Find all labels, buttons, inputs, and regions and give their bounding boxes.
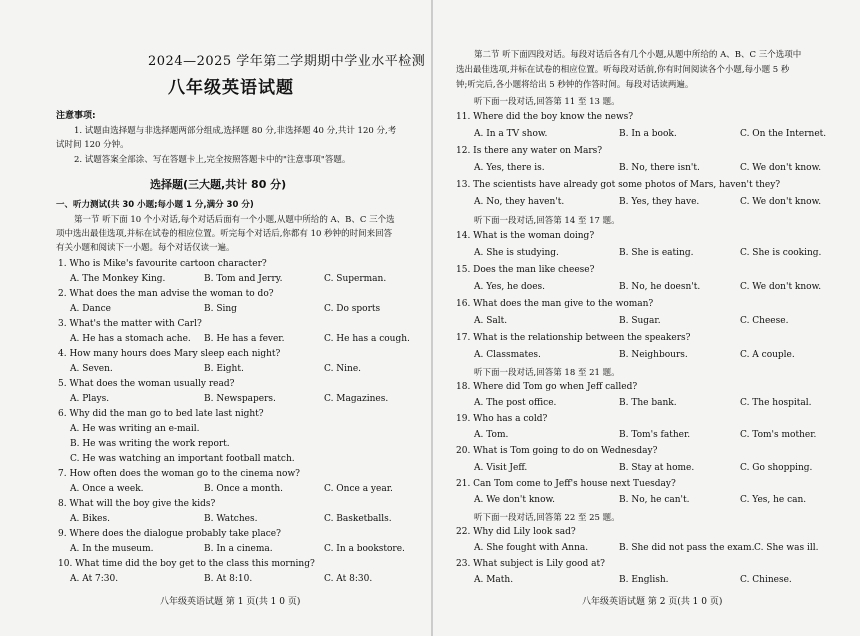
- part1-intro-b: 项中选出最佳选项,并标在试卷的相应位置。听完每个对话后,你都有 10 秒钟的时间来回答: [56, 229, 393, 239]
- option-b: B. Tom and Jerry.: [204, 274, 283, 284]
- part1-intro-c: 有关小题和阅读下一小题。每个对话仅读一遍。: [56, 243, 235, 253]
- option-a: A. Visit Jeff.: [474, 463, 528, 473]
- option-a: A. Classmates.: [474, 350, 541, 360]
- option-b: B. He has a fever.: [204, 334, 285, 344]
- option-a: A. The post office.: [474, 398, 557, 408]
- option-a: A. She fought with Anna.: [474, 543, 589, 553]
- option-c: C. Cheese.: [740, 316, 789, 326]
- option-a: A. He has a stomach ache.: [70, 334, 191, 344]
- question-text: 10. What time did the boy get to the class this morning?: [58, 559, 315, 569]
- option-b: B. At 8:10.: [204, 574, 253, 584]
- option-b: B. He was writing the work report.: [70, 439, 230, 449]
- option-a: A. Bikes.: [70, 514, 110, 524]
- notice-heading: 注意事项:: [56, 111, 96, 121]
- question-text: 23. What subject is Lily good at?: [456, 559, 605, 569]
- exam-page-2: [434, 0, 860, 636]
- question-text: 1. Who is Mike's favourite cartoon character?: [58, 259, 267, 269]
- option-b: B. Sugar.: [619, 316, 661, 326]
- question-text: 9. Where does the dialogue probably take place?: [58, 529, 281, 539]
- option-b: B. In a book.: [619, 129, 677, 139]
- page-fold: [431, 0, 433, 636]
- option-a: A. He was writing an e-mail.: [70, 424, 200, 434]
- option-c: C. Nine.: [324, 364, 362, 374]
- section-title: 选择题(三大题,共计 80 分): [150, 178, 287, 191]
- question-text: 20. What is Tom going to do on Wednesday?: [456, 446, 658, 456]
- option-b: B. Newspapers.: [204, 394, 276, 404]
- option-c: C. On the Internet.: [740, 129, 827, 139]
- option-c: C. The hospital.: [740, 398, 812, 408]
- option-b: B. No, there isn't.: [619, 163, 700, 173]
- notice-line-1b: 试时间 120 分钟。: [56, 140, 129, 150]
- option-b: B. English.: [619, 575, 669, 585]
- exam-title: 2024—2025 学年第二学期期中学业水平检测: [148, 54, 426, 69]
- question-text: 2. What does the man advise the woman to do?: [58, 289, 274, 299]
- option-b: B. Eight.: [204, 364, 244, 374]
- option-c: C. He has a cough.: [324, 334, 410, 344]
- segment-heading: 听下面一段对话,回答第 18 至 21 题。: [474, 368, 620, 378]
- notice-line-2: 2. 试题答案全部涂、写在答题卡上,完全按照答题卡中的"注意事项"答题。: [74, 155, 351, 165]
- part1-intro-a: 第一节 听下面 10 个小对话,每个对话后面有一个小题,从题中所给的 A、B、C 三个选: [74, 215, 395, 225]
- question-text: 12. Is there any water on Mars?: [456, 146, 603, 156]
- page-footer: 八年级英语试题 第 2 页(共 1 0 页): [582, 597, 723, 607]
- option-b: B. Watches.: [204, 514, 258, 524]
- question-text: 13. The scientists have already got some photos of Mars, haven't they?: [456, 180, 781, 190]
- part1-title: 一、听力测试(共 30 小题;每小题 1 分,满分 30 分): [56, 200, 254, 210]
- option-c: C. We don't know.: [740, 163, 822, 173]
- segment-heading: 听下面一段对话,回答第 14 至 17 题。: [474, 216, 620, 226]
- question-text: 22. Why did Lily look sad?: [456, 527, 576, 537]
- question-text: 16. What does the man give to the woman?: [456, 299, 654, 309]
- option-a: A. Dance: [70, 304, 111, 314]
- option-a: A. Salt.: [474, 316, 508, 326]
- option-c: C. Once a year.: [324, 484, 393, 494]
- option-b: B. Sing: [204, 304, 237, 314]
- option-a: A. Yes, he does.: [474, 282, 546, 292]
- option-a: A. In a TV show.: [474, 129, 548, 139]
- option-c: C. Go shopping.: [740, 463, 813, 473]
- segment-heading: 听下面一段对话,回答第 22 至 25 题。: [474, 513, 620, 523]
- option-a: A. Math.: [474, 575, 514, 585]
- option-b: B. No, he can't.: [619, 495, 690, 505]
- question-text: 6. Why did the man go to bed late last night?: [58, 409, 264, 419]
- option-a: A. She is studying.: [474, 248, 559, 258]
- option-c: C. A couple.: [740, 350, 795, 360]
- question-text: 21. Can Tom come to Jeff's house next Tuesday?: [456, 479, 676, 489]
- option-a: A. At 7:30.: [70, 574, 119, 584]
- option-b: B. Stay at home.: [619, 463, 695, 473]
- option-a: A. Tom.: [474, 430, 509, 440]
- option-c: C. Tom's mother.: [740, 430, 817, 440]
- option-c: C. Chinese.: [740, 575, 792, 585]
- question-text: 7. How often does the woman go to the cinema now?: [58, 469, 300, 479]
- option-b: B. Tom's father.: [619, 430, 691, 440]
- option-a: A. We don't know.: [474, 495, 556, 505]
- option-c: C. He was watching an important football match.: [70, 454, 295, 464]
- option-c: C. We don't know.: [740, 282, 822, 292]
- question-text: 3. What's the matter with Carl?: [58, 319, 202, 329]
- question-text: 11. Where did the boy know the news?: [456, 112, 634, 122]
- question-text: 14. What is the woman doing?: [456, 231, 595, 241]
- question-text: 5. What does the woman usually read?: [58, 379, 235, 389]
- option-c: C. She was ill.: [754, 543, 819, 553]
- option-c: C. At 8:30.: [324, 574, 373, 584]
- option-a: A. The Monkey King.: [70, 274, 166, 284]
- option-c: C. Do sports: [324, 304, 381, 314]
- option-c: C. Magazines.: [324, 394, 389, 404]
- question-text: 8. What will the boy give the kids?: [58, 499, 216, 509]
- option-b: B. The bank.: [619, 398, 677, 408]
- option-b: B. Yes, they have.: [619, 197, 700, 207]
- option-c: C. Yes, he can.: [740, 495, 807, 505]
- part2-intro-a: 第二节 听下面四段对话。每段对话后各有几个小题,从题中所给的 A、B、C 三个选项中: [474, 50, 802, 60]
- option-c: C. Basketballs.: [324, 514, 392, 524]
- option-c: C. Superman.: [324, 274, 387, 284]
- option-c: C. In a bookstore.: [324, 544, 405, 554]
- option-b: B. She did not pass the exam.: [619, 543, 755, 553]
- question-text: 15. Does the man like cheese?: [456, 265, 595, 275]
- question-text: 19. Who has a cold?: [456, 414, 548, 424]
- question-text: 4. How many hours does Mary sleep each night?: [58, 349, 281, 359]
- option-b: B. No, he doesn't.: [619, 282, 701, 292]
- option-b: B. She is eating.: [619, 248, 694, 258]
- option-a: A. No, they haven't.: [474, 197, 565, 207]
- option-b: B. In a cinema.: [204, 544, 273, 554]
- option-b: B. Once a month.: [204, 484, 283, 494]
- segment-heading: 听下面一段对话,回答第 11 至 13 题。: [474, 97, 620, 107]
- page-footer: 八年级英语试题 第 1 页(共 1 0 页): [160, 597, 301, 607]
- option-c: C. She is cooking.: [740, 248, 822, 258]
- option-b: B. Neighbours.: [619, 350, 688, 360]
- question-text: 18. Where did Tom go when Jeff called?: [456, 382, 638, 392]
- option-c: C. We don't know.: [740, 197, 822, 207]
- option-a: A. Yes, there is.: [474, 163, 545, 173]
- option-a: A. Seven.: [70, 364, 113, 374]
- option-a: A. Plays.: [70, 394, 110, 404]
- option-a: A. In the museum.: [70, 544, 154, 554]
- part2-intro-b: 选出最佳选项,并标在试卷的相应位置。听每段对话前,你有时间阅读各个小题,每小题 5 秒: [456, 65, 790, 75]
- subject-title: 八年级英语试题: [168, 78, 294, 98]
- option-a: A. Once a week.: [70, 484, 144, 494]
- notice-line-1a: 1. 试题由选择题与非选择题两部分组成,选择题 80 分,非选择题 40 分,共计 120 分,考: [74, 126, 397, 136]
- part2-intro-c: 钟;听完后,各小题将给出 5 秒钟的作答时间。每段对话读两遍。: [456, 80, 694, 90]
- question-text: 17. What is the relationship between the speakers?: [456, 333, 691, 343]
